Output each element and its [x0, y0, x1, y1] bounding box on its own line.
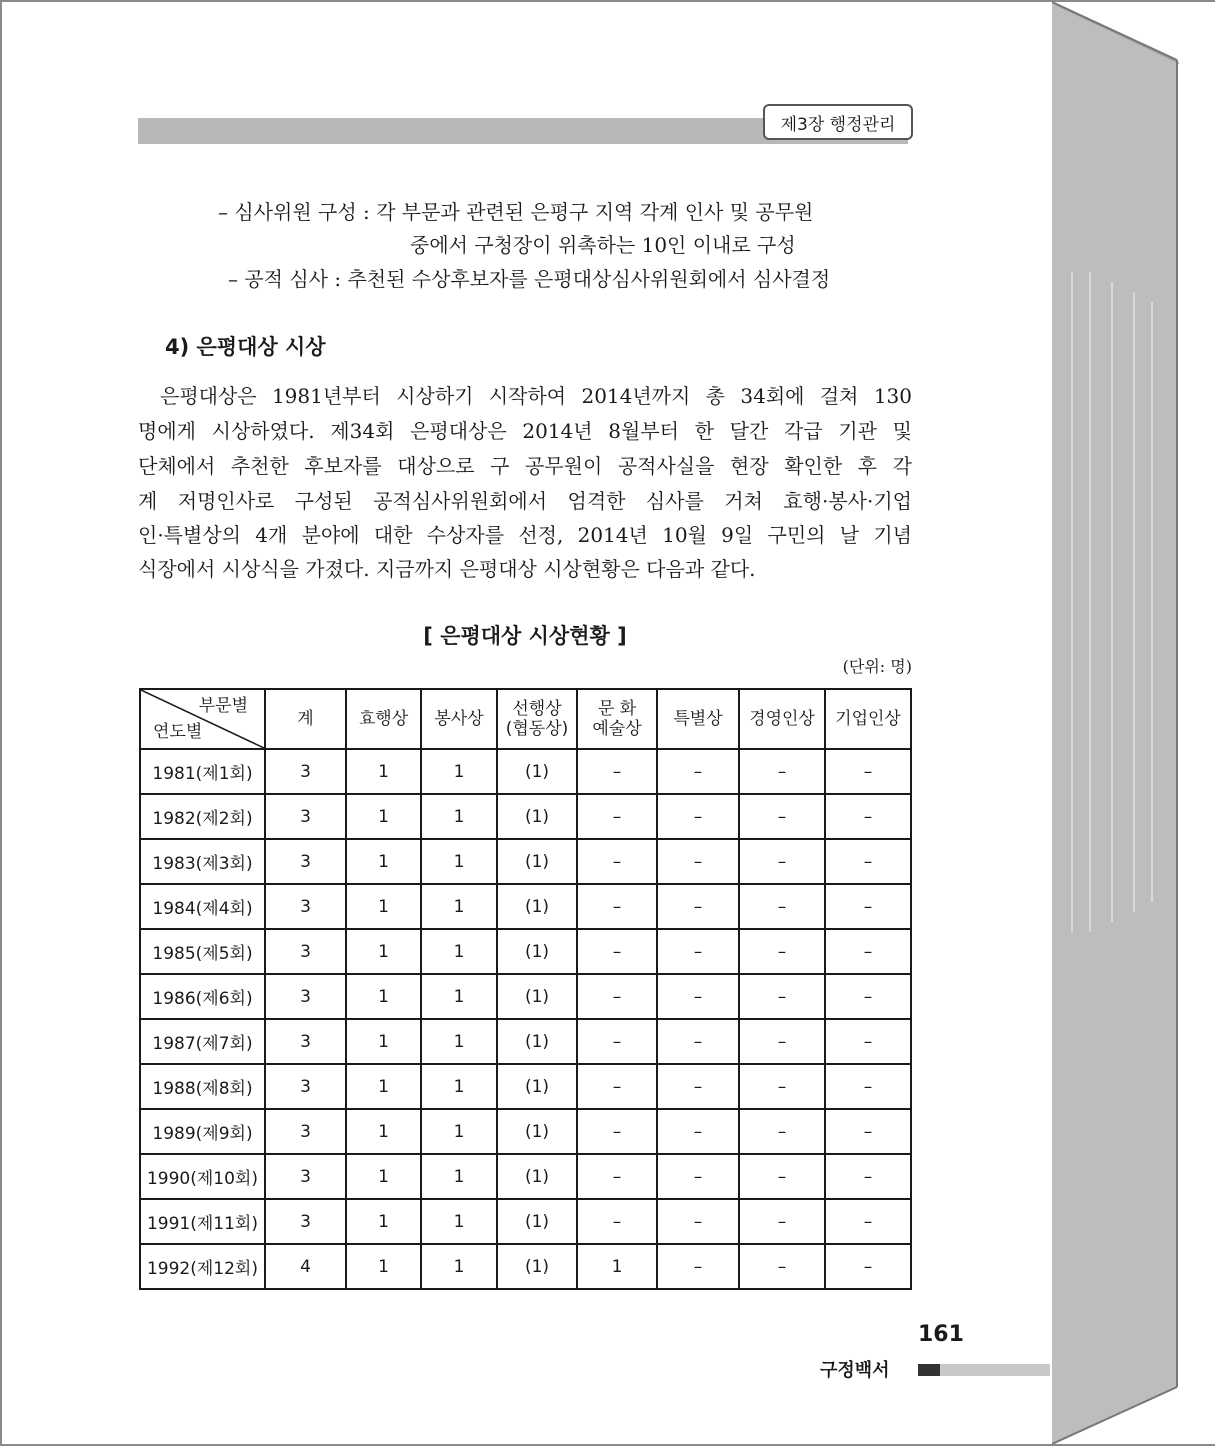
value-cell: 1 [421, 794, 497, 839]
value-cell: – [577, 1154, 657, 1199]
col-header-service: 봉사상 [421, 689, 497, 749]
corner-header [140, 689, 265, 749]
value-cell: 1 [577, 1244, 657, 1289]
bullet-line-2: 중에서 구청장이 위촉하는 10인 이내로 구성 [410, 233, 796, 257]
value-cell: (1) [497, 1064, 577, 1109]
value-cell: 3 [265, 929, 346, 974]
value-cell: (1) [497, 974, 577, 1019]
value-cell: – [825, 839, 911, 884]
value-cell: 1 [346, 884, 421, 929]
value-cell: (1) [497, 1019, 577, 1064]
value-cell: – [739, 1019, 825, 1064]
value-cell: 1 [421, 1244, 497, 1289]
paragraph-line: 인·특별상의 4개 분야에 대한 수상자를 선정, 2014년 10월 9일 구민의 날 기념 [138, 523, 912, 547]
value-cell: – [577, 884, 657, 929]
year-cell: 1981(제1회) [140, 749, 265, 794]
value-cell: – [577, 1109, 657, 1154]
value-cell: – [657, 1109, 739, 1154]
table-row [140, 839, 911, 884]
value-cell: 1 [346, 839, 421, 884]
value-cell: 3 [265, 1064, 346, 1109]
value-cell: – [825, 1064, 911, 1109]
book-title: 구정백서 [820, 1360, 890, 1381]
value-cell: 1 [346, 1199, 421, 1244]
table-body [140, 749, 911, 1289]
value-cell: – [825, 749, 911, 794]
value-cell: – [657, 1154, 739, 1199]
value-cell: 1 [421, 1064, 497, 1109]
year-cell: 1984(제4회) [140, 884, 265, 929]
value-cell: (1) [497, 839, 577, 884]
value-cell: (1) [497, 794, 577, 839]
value-cell: – [825, 1109, 911, 1154]
table-row [140, 749, 911, 794]
value-cell: (1) [497, 929, 577, 974]
value-cell: – [657, 794, 739, 839]
value-cell: 3 [265, 794, 346, 839]
footer-bar-dark [918, 1364, 940, 1376]
value-cell: (1) [497, 1109, 577, 1154]
col-header-special: 특별상 [657, 689, 739, 749]
value-cell: – [657, 1064, 739, 1109]
table-row [140, 929, 911, 974]
value-cell: – [739, 884, 825, 929]
value-cell: – [577, 1199, 657, 1244]
table-row [140, 1244, 911, 1289]
value-cell: 1 [346, 1109, 421, 1154]
value-cell: 1 [346, 1064, 421, 1109]
col-header-filial: 효행상 [346, 689, 421, 749]
value-cell: 3 [265, 839, 346, 884]
value-cell: – [825, 1199, 911, 1244]
value-cell: 3 [265, 1019, 346, 1064]
value-cell: – [657, 974, 739, 1019]
value-cell: – [825, 929, 911, 974]
value-cell: – [825, 1154, 911, 1199]
value-cell: 1 [421, 884, 497, 929]
value-cell: – [739, 1109, 825, 1154]
table-unit: (단위: 명) [842, 657, 912, 676]
value-cell: – [739, 839, 825, 884]
col-header-good-deed: 선행상 (협동상) [497, 689, 577, 749]
col-header-total: 계 [265, 689, 346, 749]
value-cell: – [739, 929, 825, 974]
value-cell: – [577, 974, 657, 1019]
value-cell: – [825, 1019, 911, 1064]
value-cell: – [825, 974, 911, 1019]
value-cell: – [739, 1244, 825, 1289]
paragraph-line: 단체에서 추천한 후보자를 대상으로 구 공무원이 공적사실을 현장 확인한 후 각 [138, 454, 912, 478]
value-cell: 1 [346, 794, 421, 839]
year-cell: 1991(제11회) [140, 1199, 265, 1244]
value-cell: 1 [346, 1244, 421, 1289]
value-cell: – [657, 1019, 739, 1064]
value-cell: – [825, 1244, 911, 1289]
value-cell: – [657, 749, 739, 794]
table-row [140, 794, 911, 839]
value-cell: 1 [346, 749, 421, 794]
value-cell: 1 [421, 1154, 497, 1199]
bullet-line-1: – 심사위원 구성 : 각 부문과 관련된 은평구 지역 각계 인사 및 공무원 [218, 200, 814, 224]
value-cell: 1 [421, 929, 497, 974]
table-row [140, 1154, 911, 1199]
value-cell: 3 [265, 749, 346, 794]
value-cell: (1) [497, 1154, 577, 1199]
book-edge [1052, 2, 1192, 1444]
value-cell: 1 [421, 1019, 497, 1064]
value-cell: – [739, 1199, 825, 1244]
value-cell: – [739, 1154, 825, 1199]
value-cell: – [657, 1244, 739, 1289]
value-cell: – [657, 884, 739, 929]
value-cell: – [577, 839, 657, 884]
year-cell: 1992(제12회) [140, 1244, 265, 1289]
value-cell: 3 [265, 1199, 346, 1244]
table-row [140, 1019, 911, 1064]
paragraph-line: 계 저명인사로 구성된 공적심사위원회에서 엄격한 심사를 거쳐 효행·봉사·기업 [138, 489, 912, 513]
value-cell: – [577, 1064, 657, 1109]
value-cell: 4 [265, 1244, 346, 1289]
value-cell: 3 [265, 974, 346, 1019]
table-header-row [140, 689, 911, 749]
value-cell: – [825, 884, 911, 929]
table-row [140, 884, 911, 929]
value-cell: – [825, 794, 911, 839]
value-cell: (1) [497, 1199, 577, 1244]
value-cell: 1 [421, 839, 497, 884]
value-cell: – [739, 974, 825, 1019]
chapter-label: 제3장 행정관리 [763, 104, 913, 140]
value-cell: (1) [497, 749, 577, 794]
value-cell: 1 [346, 1154, 421, 1199]
value-cell: 1 [421, 749, 497, 794]
page-number: 161 [918, 1322, 964, 1347]
value-cell: 1 [346, 1019, 421, 1064]
year-cell: 1988(제8회) [140, 1064, 265, 1109]
value-cell: – [657, 839, 739, 884]
value-cell: 3 [265, 884, 346, 929]
bullet-line-3: – 공적 심사 : 추천된 수상후보자를 은평대상심사위원회에서 심사결정 [228, 267, 831, 291]
paragraph-line: 명에게 시상하였다. 제34회 은평대상은 2014년 8월부터 한 달간 각급 기관 및 [138, 419, 912, 443]
col-header-culture-art: 문 화 예술상 [577, 689, 657, 749]
year-cell: 1990(제10회) [140, 1154, 265, 1199]
value-cell: 1 [421, 1199, 497, 1244]
section-heading: 4) 은평대상 시상 [165, 335, 326, 359]
award-table [139, 688, 912, 1290]
year-cell: 1986(제6회) [140, 974, 265, 1019]
year-cell: 1983(제3회) [140, 839, 265, 884]
col-header-management: 경영인상 [739, 689, 825, 749]
table-row [140, 1064, 911, 1109]
table-title: [ 은평대상 시상현황 ] [423, 624, 627, 648]
value-cell: (1) [497, 884, 577, 929]
paragraph-line: 식장에서 시상식을 가졌다. 지금까지 은평대상 시상현황은 다음과 같다. [138, 557, 756, 581]
value-cell: – [657, 929, 739, 974]
value-cell: 1 [346, 929, 421, 974]
value-cell: (1) [497, 1244, 577, 1289]
value-cell: – [577, 1019, 657, 1064]
value-cell: – [577, 929, 657, 974]
value-cell: 1 [421, 1109, 497, 1154]
table-row [140, 1199, 911, 1244]
value-cell: – [739, 794, 825, 839]
value-cell: 3 [265, 1109, 346, 1154]
value-cell: – [739, 749, 825, 794]
year-cell: 1985(제5회) [140, 929, 265, 974]
value-cell: – [739, 1064, 825, 1109]
value-cell: – [577, 794, 657, 839]
table-row [140, 1109, 911, 1154]
table-row [140, 974, 911, 1019]
value-cell: 1 [421, 974, 497, 1019]
paragraph-line: 은평대상은 1981년부터 시상하기 시작하여 2014년까지 총 34회에 걸쳐 130 [160, 384, 912, 408]
footer-bar-light [940, 1364, 1050, 1376]
value-cell: – [577, 749, 657, 794]
year-cell: 1989(제9회) [140, 1109, 265, 1154]
corner-bottom-label: 연도별 [153, 722, 203, 742]
value-cell: 1 [346, 974, 421, 1019]
value-cell: – [657, 1199, 739, 1244]
col-header-business: 기업인상 [825, 689, 911, 749]
corner-top-label: 부문별 [198, 696, 248, 716]
year-cell: 1982(제2회) [140, 794, 265, 839]
value-cell: 3 [265, 1154, 346, 1199]
year-cell: 1987(제7회) [140, 1019, 265, 1064]
